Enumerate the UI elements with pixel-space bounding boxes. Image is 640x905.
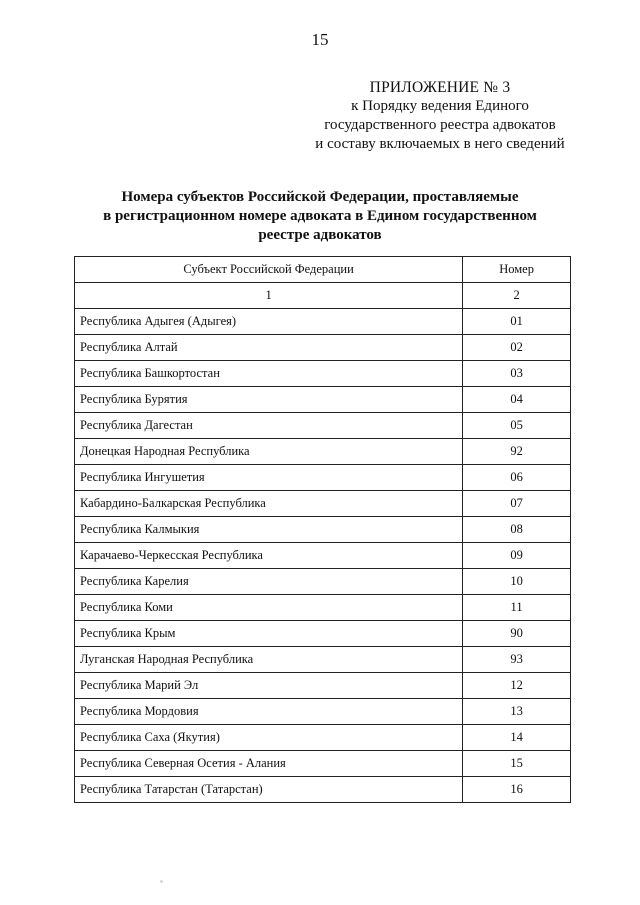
cell-subject: Луганская Народная Республика xyxy=(75,647,463,673)
table-row xyxy=(75,465,571,491)
cell-number: 03 xyxy=(463,361,571,387)
appendix-line: государственного реестра адвокатов xyxy=(324,117,556,133)
document-title-line: Номера субъектов Российской Федерации, проставляемые xyxy=(121,189,519,205)
table-row xyxy=(75,491,571,517)
table-header-row xyxy=(75,257,571,283)
cell-number: 93 xyxy=(463,647,571,673)
table-row xyxy=(75,335,571,361)
cell-number: 11 xyxy=(463,595,571,621)
cell-subject: Республика Саха (Якутия) xyxy=(75,725,463,751)
appendix-line: к Порядку ведения Единого xyxy=(351,98,529,114)
cell-number: 90 xyxy=(463,621,571,647)
cell-subject: Республика Марий Эл xyxy=(75,673,463,699)
table-row xyxy=(75,673,571,699)
table-row xyxy=(75,647,571,673)
cell-subject: Республика Коми xyxy=(75,595,463,621)
table-row xyxy=(75,517,571,543)
table-row xyxy=(75,361,571,387)
page-number: 15 xyxy=(311,30,329,49)
table-row xyxy=(75,439,571,465)
cell-number: 15 xyxy=(463,751,571,777)
cell-subject: Республика Бурятия xyxy=(75,387,463,413)
cell-number: 08 xyxy=(463,517,571,543)
table-row xyxy=(75,621,571,647)
cell-subject: Карачаево-Черкесская Республика xyxy=(75,543,463,569)
cell-number: 14 xyxy=(463,725,571,751)
column-number-row xyxy=(75,283,571,309)
cell-subject: Республика Северная Осетия - Алания xyxy=(75,751,463,777)
document-title-line: в регистрационном номере адвоката в Едином государственном xyxy=(103,208,537,224)
table-row xyxy=(75,725,571,751)
subjects-table xyxy=(74,256,571,803)
cell-number: 07 xyxy=(463,491,571,517)
cell-subject: Республика Крым xyxy=(75,621,463,647)
header-subject: Субъект Российской Федерации xyxy=(75,257,463,283)
appendix-title: ПРИЛОЖЕНИЕ № 3 xyxy=(369,79,511,96)
document-title xyxy=(70,188,570,245)
cell-subject: Донецкая Народная Республика xyxy=(75,439,463,465)
table-row xyxy=(75,751,571,777)
table-row xyxy=(75,309,571,335)
table-row xyxy=(75,595,571,621)
cell-number: 13 xyxy=(463,699,571,725)
document-title-line: реестре адвокатов xyxy=(258,227,382,243)
table-row xyxy=(75,543,571,569)
header-number: Номер xyxy=(463,257,571,283)
cell-number: 10 xyxy=(463,569,571,595)
cell-subject: Республика Алтай xyxy=(75,335,463,361)
table-row xyxy=(75,777,571,803)
table-row xyxy=(75,413,571,439)
cell-subject: Республика Карелия xyxy=(75,569,463,595)
appendix-block xyxy=(290,78,590,154)
cell-subject: Республика Башкортостан xyxy=(75,361,463,387)
table-row xyxy=(75,387,571,413)
cell-number: 09 xyxy=(463,543,571,569)
cell-number: 05 xyxy=(463,413,571,439)
scan-speck xyxy=(160,880,163,883)
cell-subject: Республика Ингушетия xyxy=(75,465,463,491)
cell-subject: Республика Мордовия xyxy=(75,699,463,725)
cell-number: 16 xyxy=(463,777,571,803)
cell-subject: Республика Адыгея (Адыгея) xyxy=(75,309,463,335)
cell-number: 06 xyxy=(463,465,571,491)
cell-number: 02 xyxy=(463,335,571,361)
cell-subject: Республика Калмыкия xyxy=(75,517,463,543)
column-number-2: 2 xyxy=(463,283,571,309)
column-number-1: 1 xyxy=(75,283,463,309)
cell-number: 04 xyxy=(463,387,571,413)
cell-subject: Кабардино-Балкарская Республика xyxy=(75,491,463,517)
table-row xyxy=(75,699,571,725)
table-row xyxy=(75,569,571,595)
appendix-line: и составу включаемых в него сведений xyxy=(315,136,565,152)
cell-subject: Республика Татарстан (Татарстан) xyxy=(75,777,463,803)
cell-number: 01 xyxy=(463,309,571,335)
cell-number: 92 xyxy=(463,439,571,465)
cell-subject: Республика Дагестан xyxy=(75,413,463,439)
cell-number: 12 xyxy=(463,673,571,699)
